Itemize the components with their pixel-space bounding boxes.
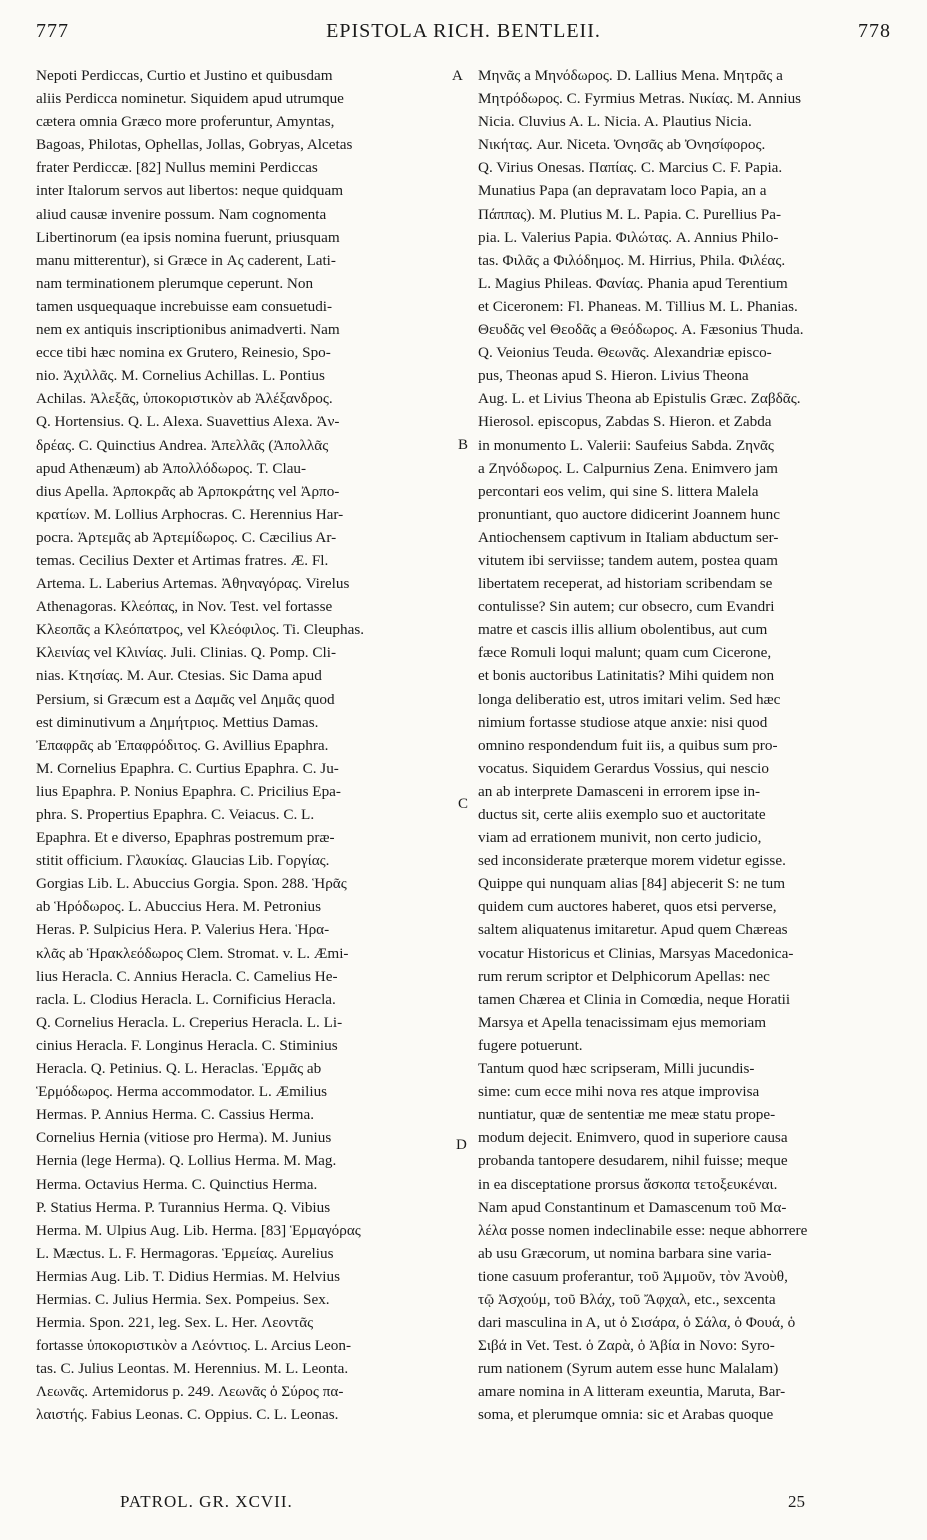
text-line: phra. S. Propertius Epaphra. C. Veiacus. C. L. xyxy=(36,806,315,823)
text-line: Νικήτας. Aur. Niceta. Ὀνησᾶς ab Ὀνησίφορος. xyxy=(478,136,766,154)
text-line: ab Ἡρόδωρος. L. Abuccius Hera. M. Petronius xyxy=(36,898,322,916)
text-line: Epaphra. Et e diverso, Epaphras postremum præ- xyxy=(36,829,335,847)
text-line: Q. Hortensius. Q. L. Alexa. Suavettius Alexa. Ἀν- xyxy=(36,413,340,431)
text-line: Hermias. C. Julius Hermia. Sex. Pompeius. Sex. xyxy=(36,1290,330,1308)
text-line: Hermia. Spon. 221, leg. Sex. L. Her. Λεοντᾶς xyxy=(36,1314,314,1332)
text-line: Hernia (lege Herma). Q. Lollius Herma. M. Mag. xyxy=(36,1152,337,1170)
text-line: Antiochensem captivum in Italiam abductum ser- xyxy=(478,528,779,546)
text-line: apud Athenæum) ab Ἀπολλόδωρος. T. Clau- xyxy=(36,459,307,477)
text-line: τῷ Ἀσχούμ, τοῦ Βλάχ, τοῦ Ἄφχαλ, etc., sexcenta xyxy=(478,1290,776,1308)
text-line: quidem cum auctores haberet, quos etsi perverse, xyxy=(478,898,777,916)
text-line: manu mitterentur), si Græce in Ας caderent, Lati- xyxy=(36,251,336,269)
text-line: Tantum quod hæc scripseram, Milli jucundis- xyxy=(478,1060,755,1078)
text-line: ductus sit, certe aliis exemplo suo et auctoritate xyxy=(478,806,766,823)
text-line: nuntiatur, quæ de sententiæ me meæ statu prope- xyxy=(478,1106,776,1124)
text-line: Κλεοπᾶς a Κλεόπατρος, vel Κλεόφιλος. Ti. Cleuphas. xyxy=(36,621,365,639)
text-line: ab usu Græcorum, ut nomina barbara sine varia- xyxy=(478,1244,772,1262)
text-line: Hermas. P. Annius Herma. C. Cassius Herma. xyxy=(36,1106,314,1124)
text-line: Σιβά in Vet. Test. ὁ Ζαρὰ, ὁ Ἀβία in Novo: Syro- xyxy=(478,1337,775,1355)
text-line: Q. Virius Onesas. Παπίας. C. Marcius C. F. Papia. xyxy=(478,159,783,177)
text-line: Πάππας). M. Plutius M. L. Papia. C. Purellius Pa- xyxy=(478,205,782,223)
text-line: Ἐπαφρᾶς ab Ἐπαφρόδιτος. G. Avillius Epaphra. xyxy=(36,736,329,754)
text-line: L. Mæctus. L. F. Hermagoras. Ἑρμείας. Aurelius xyxy=(36,1244,334,1262)
text-line: lius Epaphra. P. Nonius Epaphra. C. Pricilius Epa- xyxy=(36,782,341,800)
footer-signature: 25 xyxy=(788,1492,805,1511)
text-line: aliis Perdicca nominetur. Siquidem apud utrumque xyxy=(36,90,344,108)
text-line: Cornelius Hernia (vitiose pro Herma). M. Junius xyxy=(36,1129,332,1147)
text-line: λαιστής. Fabius Leonas. C. Oppius. C. L. Leonas. xyxy=(36,1406,339,1424)
text-line: tione casuum proferantur, τοῦ Ἀμμοῦν, τὸν Ἀνοὺθ, xyxy=(478,1267,788,1285)
text-line: Θευδᾶς vel Θεοδᾶς a Θεόδωρος. A. Fæsonius Thuda. xyxy=(478,321,804,339)
text-line: frater Perdiccæ. [82] Nullus memini Perdiccas xyxy=(36,159,318,177)
right-column xyxy=(478,64,892,1427)
text-line: vocatus. Siquidem Gerardus Vossius, qui nescio xyxy=(478,759,769,777)
text-line: pia. L. Valerius Papia. Φιλώτας. A. Annius Philo- xyxy=(478,228,779,246)
text-line: Μητρόδωρος. C. Fyrmius Metras. Νικίας. M. Annius xyxy=(478,90,802,108)
text-line: contulisse? Sin autem; cur obsecro, cum Evandri xyxy=(478,598,775,616)
text-line: in monumento L. Valerii: Saufeius Sabda. Ζηνᾶς xyxy=(478,436,774,454)
text-line: an ab interprete Damasceni in errorem ipse in- xyxy=(478,782,761,800)
text-line: L. Magius Phileas. Φανίας. Phania apud Terentium xyxy=(478,274,788,292)
text-line: est diminutivum a Δημήτριος. Mettius Damas. xyxy=(36,713,319,731)
text-line: tas. C. Julius Leontas. M. Herennius. M. L. Leonta. xyxy=(36,1360,349,1378)
text-line: aliud causæ invenire possum. Nam cognomenta xyxy=(36,205,327,223)
text-line: tamen usquequaque increbuisse eam consuetudi- xyxy=(36,297,333,315)
text-line: nem ex antiquis inscriptionibus animadverti. Nam xyxy=(36,321,340,339)
text-line: lius Heracla. C. Annius Heracla. C. Camelius He- xyxy=(36,967,338,985)
text-line: libertatem receperat, ad historiam scribendam se xyxy=(478,575,773,593)
text-line: Nam apud Constantinum et Damascenum τοῦ Μα- xyxy=(478,1198,787,1216)
text-line: Nepoti Perdiccas, Curtio et Justino et quibusdam xyxy=(36,67,333,84)
text-line: Q. Cornelius Heracla. L. Creperius Heracla. L. Li- xyxy=(36,1013,343,1031)
text-line: sed inconsiderate præterque morem videtur egisse. xyxy=(478,852,786,870)
text-line: M. Cornelius Epaphra. C. Curtius Epaphra. C. Ju- xyxy=(36,759,339,777)
text-line: et bonis auctoribus Latinitatis? Mihi quidem non xyxy=(478,667,775,685)
text-line: dari masculina in A, ut ὁ Σισάρα, ὁ Σάλα, ὁ Φουά, ὁ xyxy=(478,1314,796,1332)
text-line: soma, et plerumque omnia: sic et Arabas quoque xyxy=(478,1406,774,1424)
text-line: vocatur Historicus et Clinias, Marsyas Macedonica- xyxy=(478,944,794,962)
margin-letter-a: A xyxy=(452,68,463,84)
page-header xyxy=(36,20,891,48)
text-line: pocra. Ἀρτεμᾶς ab Ἀρτεμίδωρος. C. Cæcilius Ar- xyxy=(36,528,337,546)
text-line: Herma. M. Ulpius Aug. Lib. Herma. [83] Ἑρμαγόρας xyxy=(36,1221,361,1239)
text-line: fugere potuerunt. xyxy=(478,1036,583,1054)
footer-volume: PATROL. GR. XCVII. xyxy=(120,1492,293,1511)
text-line: Persium, si Græcum est a Δαμᾶς vel Δημᾶς quod xyxy=(36,690,335,708)
text-line: fortasse ὑποκοριστικὸν a Λεόντιος. L. Arcius Leon- xyxy=(36,1337,352,1355)
text-line: rum nationem (Syrum autem esse hunc Malalam) xyxy=(478,1360,779,1378)
text-line: dius Apella. Ἀρποκρᾶς ab Ἀρποκράτης vel Ἀρπο- xyxy=(36,482,340,500)
text-line: δρέας. C. Quinctius Andrea. Ἀπελλᾶς (Ἀπολλᾶς xyxy=(36,436,329,454)
text-line: longa deliberatio est, utros imitari velim. Sed hæc xyxy=(478,690,781,708)
left-page-number: 777 xyxy=(36,20,69,42)
text-line: Athenagoras. Κλεόπας, in Nov. Test. vel fortasse xyxy=(36,598,333,616)
text-line: Κλεινίας vel Κλινίας. Juli. Clinias. Q. Pomp. Cli- xyxy=(36,644,337,662)
text-line: tamen Chærea et Clinia in Comœdia, neque Horatii xyxy=(478,990,791,1008)
text-line: cinius Heracla. F. Longinus Heracla. C. Stiminius xyxy=(36,1036,338,1054)
text-line: modum dejecit. Enimvero, quod in superiore causa xyxy=(478,1129,788,1147)
text-line: stitit officium. Γλαυκίας. Glaucias Lib. Γοργίας. xyxy=(36,852,330,870)
text-line: nimium fortasse studiose atque anxie: nisi quod xyxy=(478,713,768,731)
text-line: amare nomina in A litteram exeuntia, Maruta, Bar- xyxy=(478,1383,786,1401)
text-line: Μηνᾶς a Μηνόδωρος. D. Lallius Mena. Μητρᾶς a xyxy=(478,67,783,84)
text-line: λέλα posse nomen indeclinabile esse: neque abhorrere xyxy=(478,1221,808,1239)
margin-letter-d: D xyxy=(456,1137,467,1153)
text-line: rum rerum scriptor et Delphicorum Apellas: nec xyxy=(478,967,770,985)
text-line: saltem aliquatenus imitaretur. Apud quem Chæreas xyxy=(478,921,788,939)
text-line: nias. Κτησίας. M. Aur. Ctesias. Sic Dama apud xyxy=(36,667,322,685)
text-line: Hierosol. episcopus, Zabdas S. Hieron. et Zabda xyxy=(478,413,772,431)
text-line: percontari eos velim, qui sine S. littera Malela xyxy=(478,482,759,500)
text-line: Achilas. Ἀλεξᾶς, ὑποκοριστικὸν ab Ἀλέξανδρος. xyxy=(36,390,333,408)
text-line: pus, Theonas apud S. Hieron. Livius Theona xyxy=(478,367,749,385)
text-line: tas. Φιλᾶς a Φιλόδημος. M. Hirrius, Phila. Φιλέας. xyxy=(478,251,786,269)
text-line: Gorgias Lib. L. Abuccius Gorgia. Spon. 288. Ἡρᾶς xyxy=(36,875,347,893)
text-line: Nicia. Cluvius A. L. Nicia. A. Plautius Nicia. xyxy=(478,113,752,131)
text-line: Munatius Papa (an depravatam loco Papia, an a xyxy=(478,182,767,200)
text-line: temas. Cecilius Dexter et Artimas fratres. Æ. Fl. xyxy=(36,551,329,569)
text-line: Artema. L. Laberius Artemas. Ἀθηναγόρας. Virelus xyxy=(36,575,350,593)
text-line: racla. L. Clodius Heracla. L. Cornificius Heracla. xyxy=(36,990,336,1008)
text-line: omnino respondendum fuit iis, a quibus sum pro- xyxy=(478,736,778,754)
left-column xyxy=(36,64,446,1427)
text-line: matre et cascis illis allium obolentibus, aut cum xyxy=(478,621,768,639)
text-line: Heras. P. Sulpicius Hera. P. Valerius Hera. Ἡρα- xyxy=(36,921,330,939)
text-line: inter Italorum servos aut libertos: neque quidquam xyxy=(36,182,344,200)
text-line: a Ζηνόδωρος. L. Calpurnius Zena. Enimvero jam xyxy=(478,459,778,477)
right-page-number: 778 xyxy=(858,20,891,42)
margin-letter-c: C xyxy=(458,796,469,812)
text-line: et Ciceronem: Fl. Phaneas. M. Tillius M. L. Phanias. xyxy=(478,297,798,315)
text-line: viam ad errationem munivit, non certo judicio, xyxy=(478,829,762,847)
text-line: in ea disceptatione prorsus ἄσκοπα τετοξευκέναι. xyxy=(478,1175,778,1193)
text-line: Aug. L. et Livius Theona ab Epistulis Græc. Ζαβδᾶς. xyxy=(478,390,801,408)
text-line: fæce Romuli loqui malunt; quam cum Cicerone, xyxy=(478,644,772,662)
text-line: Heracla. Q. Petinius. Q. L. Heraclas. Ἑρμᾶς ab xyxy=(36,1060,322,1078)
text-line: κλᾶς ab Ἡρακλεόδωρος Clem. Stromat. v. L. Æmi- xyxy=(36,944,349,962)
text-line: ecce tibi hæc nomina ex Grutero, Reinesio, Spo- xyxy=(36,344,331,362)
text-line: Quippe qui nunquam alias [84] abjecerit S: ne tum xyxy=(478,875,786,893)
text-line: Herma. Octavius Herma. C. Quinctius Herma. xyxy=(36,1175,318,1193)
text-line: Libertinorum (ea ipsis nomina fuerunt, priusquam xyxy=(36,228,340,246)
text-line: cætera omnia Græco more proferuntur, Amyntas, xyxy=(36,113,335,131)
text-line: pronuntiant, quo auctore didicerint Joannem hunc xyxy=(478,505,780,523)
margin-letter-b: B xyxy=(458,437,469,453)
text-line: Λεωνᾶς. Artemidorus p. 249. Λεωνᾶς ὁ Σύρος πα- xyxy=(36,1383,344,1401)
running-title: EPISTOLA RICH. BENTLEII. xyxy=(326,20,601,42)
text-line: nio. Ἀχιλλᾶς. M. Cornelius Achillas. L. Pontius xyxy=(36,367,325,385)
text-line: Q. Veionius Teuda. Θεωνᾶς. Alexandriæ episco- xyxy=(478,344,772,362)
text-line: P. Statius Herma. P. Turannius Herma. Q. Vibius xyxy=(36,1198,331,1216)
text-line: Ἑρμόδωρος. Herma accommodator. L. Æmilius xyxy=(36,1083,328,1101)
text-line: vitutem ibi serviisse; tandem autem, postea quam xyxy=(478,551,778,569)
text-line: sime: cum ecce mihi nova res atque improvisa xyxy=(478,1083,760,1101)
text-line: Bagoas, Philotas, Ophellas, Jollas, Gobryas, Alcetas xyxy=(36,136,353,154)
text-line: probanda tantopere desudarem, nihil fuisse; meque xyxy=(478,1152,788,1170)
text-line: κρατίων. M. Lollius Arphocras. C. Herennius Har- xyxy=(36,505,344,523)
text-line: Hermias Aug. Lib. T. Didius Hermias. M. Helvius xyxy=(36,1267,341,1285)
text-line: nam terminationem plerumque ceperunt. Non xyxy=(36,274,314,292)
text-line: Marsya et Apella tenacissimam ejus memoriam xyxy=(478,1013,767,1031)
